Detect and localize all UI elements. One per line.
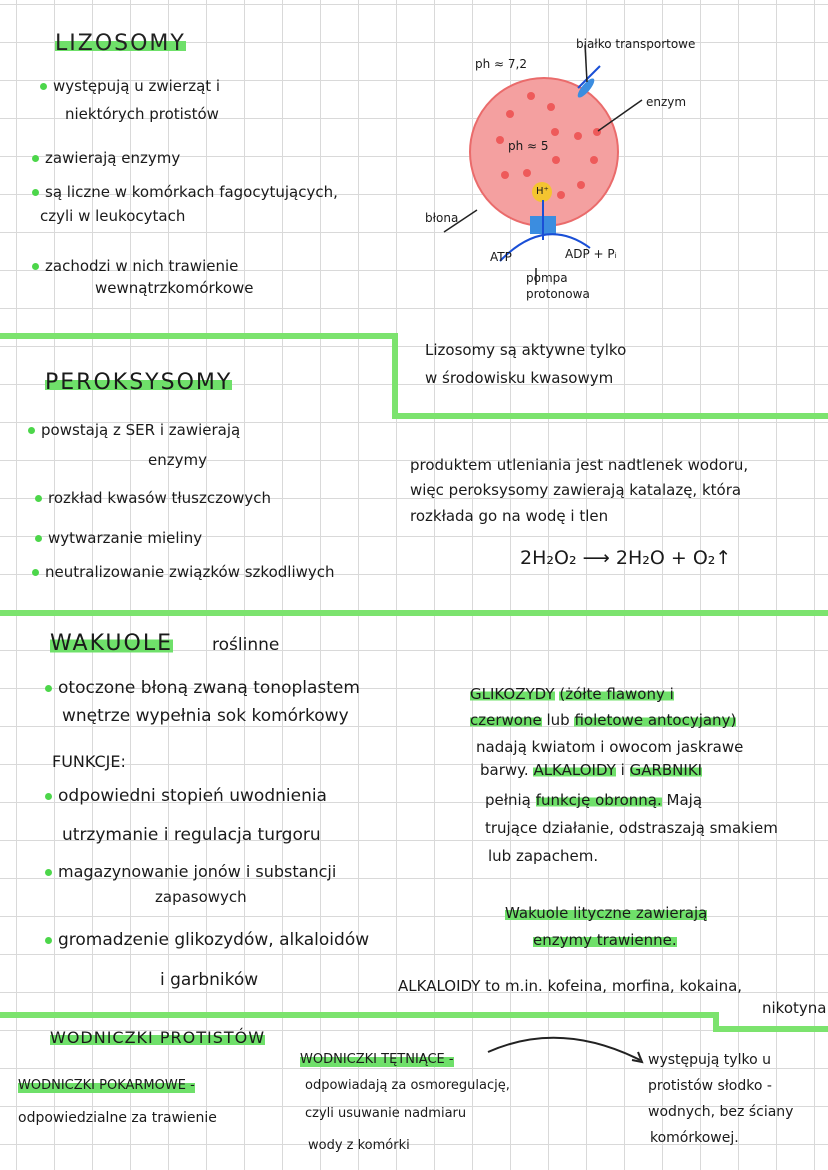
glycosides-text: czerwone lub fioletowe antocyjany) [470,711,737,729]
pulsing-vacuole-desc: czyli usuwanie nadmiaru [305,1106,467,1121]
peroksysomy-note: więc peroksysomy zawierają katalazę, która [410,481,742,499]
atp-label: ATP [490,250,512,264]
alkaloids-examples: ALKALOIDY to m.in. kofeina, morfina, kokaina, [398,977,743,995]
divider-line [392,333,398,419]
lytic-vacuoles-text: Wakuole lityczne zawierają [505,904,708,922]
divider-line [0,333,398,339]
alkaloids-text: barwy. ALKALOIDY i GARBNIKI [480,761,703,779]
alkaloids-text: trujące działanie, odstraszają smakiem [485,819,778,837]
divider-line [392,413,828,419]
divider-line [713,1026,828,1032]
list-item: gromadzenie glikozydów, alkaloidów [45,930,369,950]
list-item: zachodzi w nich trawienie [32,256,238,276]
section-title-lizosomy: LIZOSOMY [55,31,186,56]
list-item: zawierają enzymy [32,148,180,168]
lizosomy-note: Lizosomy są aktywne tylko [425,341,627,359]
food-vacuole-title: WODNICZKI POKARMOWE - [18,1076,195,1096]
pulsing-vacuole-desc: wody z komórki [308,1138,410,1153]
list-item: neutralizowanie związków szkodliwych [32,562,335,582]
list-item: odpowiedni stopień uwodnienia [45,786,327,806]
list-item: występują u zwierząt i [40,76,220,96]
glycosides-text: GLIKOZYDY (żółte flawony i [470,685,674,703]
pulsing-vacuole-title: WODNICZKI TĘTNIĄCE - [300,1050,454,1070]
lytic-vacuoles-text: enzymy trawienne. [533,931,677,949]
list-item: i garbników [160,970,259,990]
list-item: rozkład kwasów tłuszczowych [35,488,271,508]
chemical-equation: 2H₂O₂ ⟶ 2H₂O + O₂↑ [520,547,732,569]
divider-line [0,1012,718,1018]
list-item: wnętrze wypełnia sok komórkowy [62,706,349,726]
section-title-wakuole: WAKUOLE roślinne [50,631,280,656]
pulsing-vacuole-note: wodnych, bez ściany [648,1104,794,1120]
pump-label: protonowa [526,287,590,301]
pulsing-vacuole-note: występują tylko u [648,1052,771,1068]
section-title-peroksysomy: PEROKSYSOMY [45,370,233,395]
list-item: enzymy [148,451,207,469]
lizosomy-note: w środowisku kwasowym [425,369,614,387]
transport-protein-label: białko transportowe [576,37,696,51]
list-item: powstają z SER i zawierają [28,420,240,440]
divider-line [0,610,828,616]
list-item: czyli w leukocytach [40,207,186,225]
list-item: utrzymanie i regulacja turgoru [62,825,321,845]
pulsing-vacuole-desc: odpowiadają za osmoregulację, [305,1078,510,1093]
lysosome-diagram [400,20,720,310]
list-item: wewnątrzkomórkowe [95,279,254,297]
alkaloids-text: pełnią funkcję obronną. Mają [485,791,703,809]
enzyme-label: enzym [646,95,687,109]
food-vacuole-desc: odpowiedzialne za trawienie [18,1110,217,1126]
pump-label: pompa [526,271,568,285]
glycosides-text: nadają kwiatom i owocom jaskrawe [476,738,744,756]
list-item: niektórych protistów [65,105,219,123]
membrane-label: błona [425,211,459,225]
list-item: wytwarzanie mieliny [35,528,202,548]
pulsing-vacuole-note: komórkowej. [650,1130,739,1146]
ion-label: H⁺ [536,186,549,197]
section-title-wodniczki: WODNICZKI PROTISTÓW [50,1028,266,1047]
alkaloids-text: lub zapachem. [488,847,599,865]
peroksysomy-note: rozkłada go na wodę i tlen [410,507,609,525]
list-item: zapasowych [155,888,247,906]
pulsing-vacuole-note: protistów słodko - [648,1078,772,1094]
functions-label: FUNKCJE: [52,752,126,771]
ph-inside-label: ph ≈ 5 [508,139,549,153]
list-item: otoczone błoną zwaną tonoplastem [45,678,360,698]
ph-outside-label: ph ≈ 7,2 [475,57,527,71]
list-item: magazynowanie jonów i substancji [45,862,336,882]
peroksysomy-note: produktem utleniania jest nadtlenek wodoru, [410,456,749,474]
alkaloids-examples: nikotyna [762,999,827,1017]
arrow-icon [480,1030,650,1080]
list-item: są liczne w komórkach fagocytujących, [32,182,338,202]
adp-label: ADP + Pᵢ [565,247,617,261]
